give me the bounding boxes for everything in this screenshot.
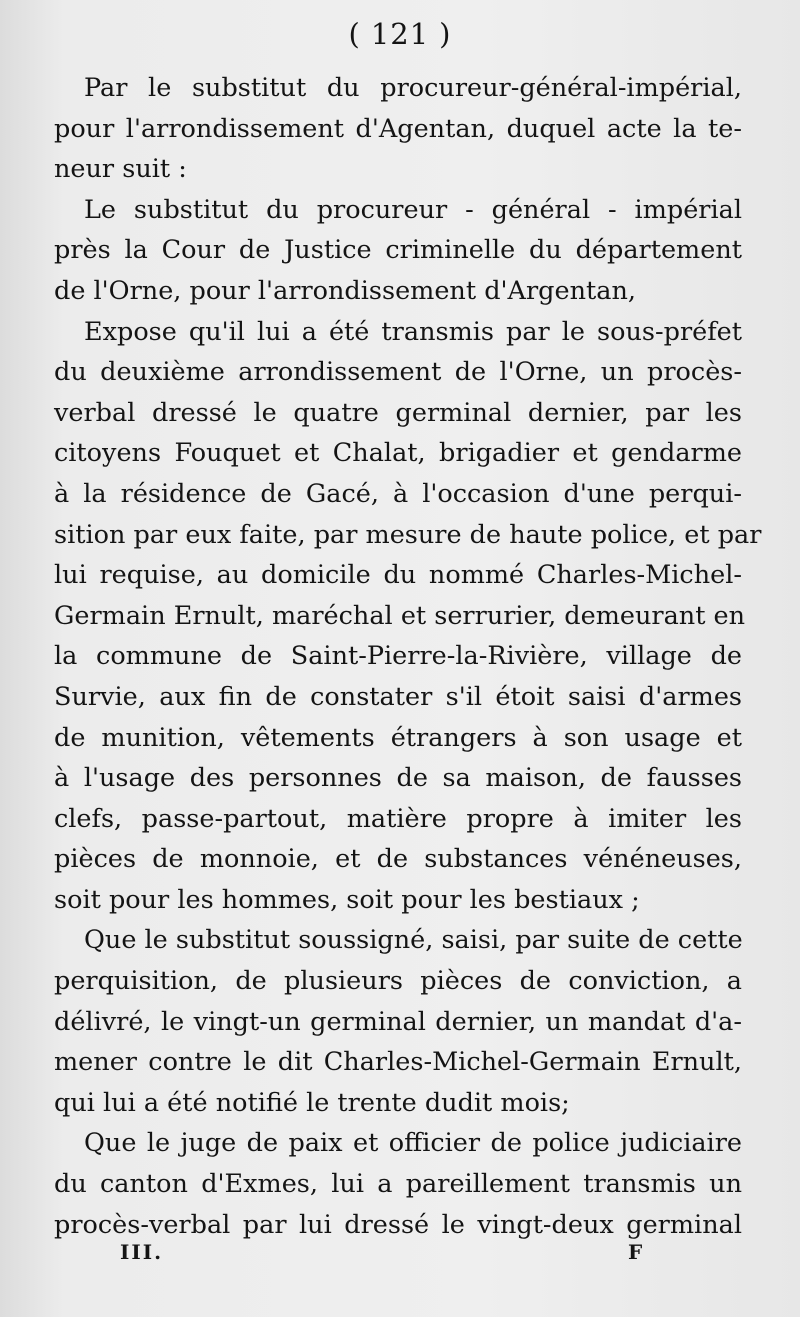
body-text (54, 68, 762, 1245)
text-line: qui lui a été notifié le trente dudit mois; (54, 1087, 570, 1118)
text-line: soit pour les hommes, soit pour les bestiaux ; (54, 884, 640, 915)
text-line: près la Cour de Justice criminelle du département (54, 235, 742, 266)
page-footer (0, 1232, 800, 1272)
text-line: à la résidence de Gacé, à l'occasion d'une perqui- (54, 478, 742, 509)
text-line: délivré, le vingt-un germinal dernier, un mandat d'a- (54, 1006, 742, 1037)
text-line: Le substitut du procureur - général - impérial (84, 194, 742, 225)
text-line: la commune de Saint-Pierre-la-Rivière, village de (54, 641, 742, 672)
text-line: du canton d'Exmes, lui a pareillement transmis un (54, 1169, 742, 1200)
text-line: verbal dressé le quatre germinal dernier, par les (54, 397, 742, 428)
text-line: Que le juge de paix et officier de police judiciaire (84, 1128, 742, 1159)
text-line: perquisition, de plusieurs pièces de conviction, a (54, 966, 742, 997)
page-number: 121 (370, 17, 430, 51)
text-line: lui requise, au domicile du nommé Charles-Michel- (54, 560, 742, 591)
text-line: Survie, aux fin de constater s'il étoit saisi d'armes (54, 681, 742, 712)
text-line: Que le substitut soussigné, saisi, par suite de cette (84, 925, 743, 956)
text-line: Expose qu'il lui a été transmis par le sous-préfet (84, 316, 742, 347)
text-line: procès-verbal par lui dressé le vingt-deux germinal (54, 1209, 742, 1240)
text-line: à l'usage des personnes de sa maison, de fausses (54, 763, 742, 794)
text-line: neur suit : (54, 154, 187, 185)
page-header (0, 14, 800, 54)
text-line: sition par eux faite, par mesure de haute police, et par (54, 519, 762, 550)
text-line: Par le substitut du procureur-général-impérial, (84, 73, 742, 103)
text-line: pour l'arrondissement d'Agentan, duquel acte la te- (54, 113, 742, 144)
text-line: clefs, passe-partout, matière propre à imiter les (54, 803, 742, 834)
text-line: de l'Orne, pour l'arrondissement d'Argentan, (54, 275, 636, 306)
text-line: Germain Ernult, maréchal et serrurier, demeurant en (54, 600, 746, 631)
text-line: du deuxième arrondissement de l'Orne, un procès- (54, 357, 742, 388)
text-line: mener contre le dit Charles-Michel-Germain Ernult, (54, 1047, 742, 1078)
text-line: de munition, vêtements étrangers à son usage et (54, 722, 742, 753)
text-line: citoyens Fouquet et Chalat, brigadier et gendarme (54, 438, 742, 469)
signature-mark: III. (120, 1240, 164, 1264)
text-line: pièces de monnoie, et de substances vénéneuses, (54, 844, 742, 875)
catchword: F (628, 1240, 645, 1264)
header-paren-close: ) (439, 17, 452, 51)
header-paren-open: ( (348, 17, 361, 51)
